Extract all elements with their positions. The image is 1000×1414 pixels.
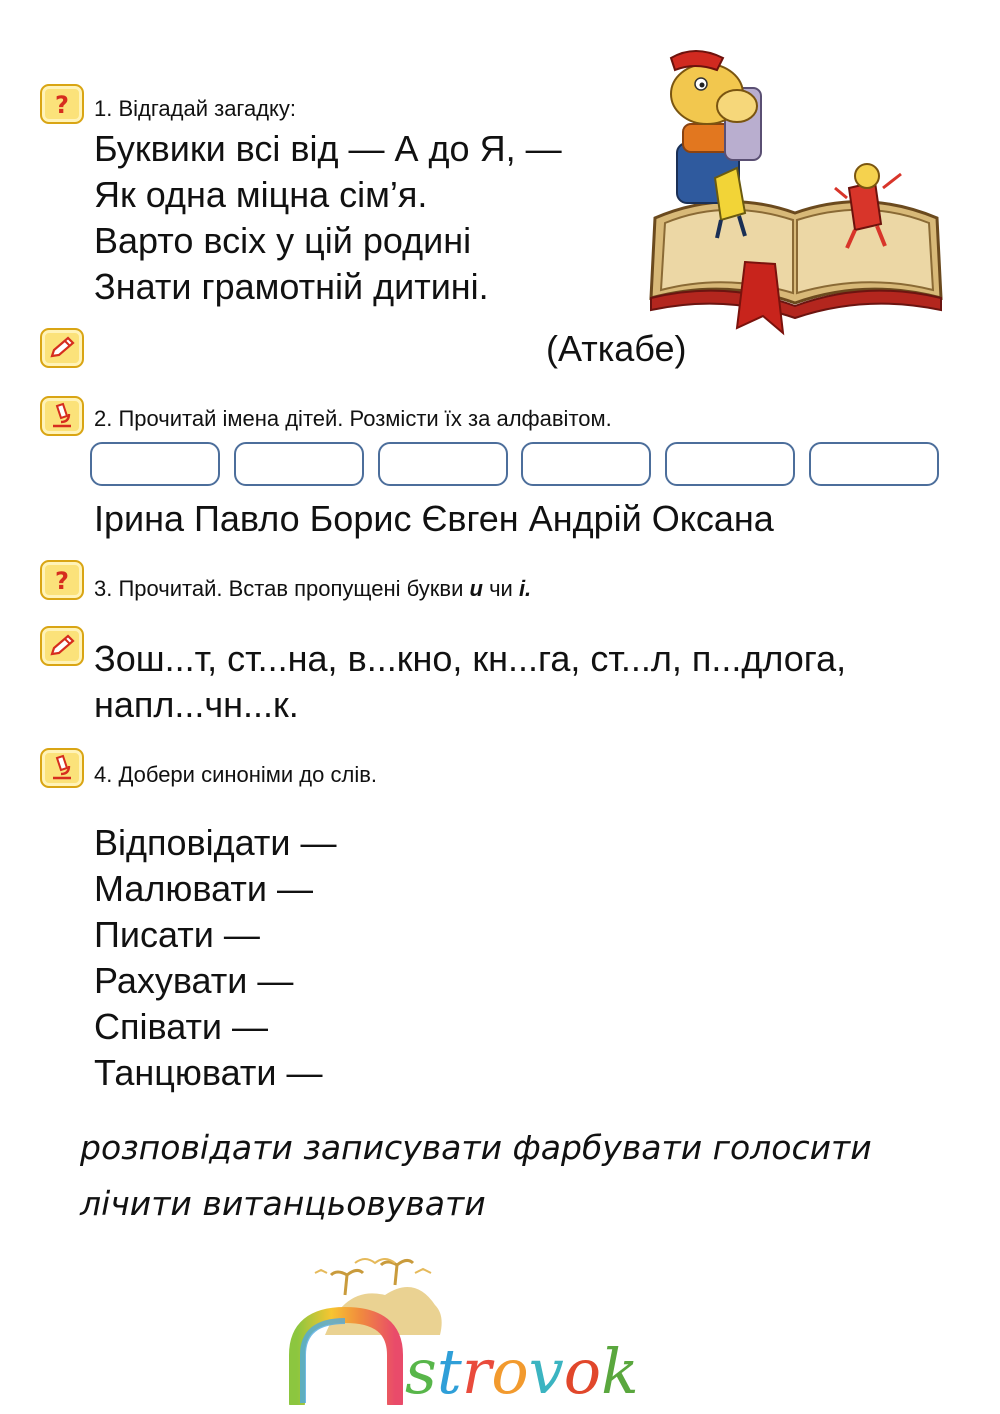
task4-instruction: 4. Добери синоніми до слів.: [94, 762, 378, 787]
svg-text:?: ?: [55, 91, 69, 118]
microscope-icon: [40, 396, 84, 436]
riddle-answer: (Аткабе): [546, 328, 687, 369]
task3-middle: чи: [482, 576, 519, 601]
microscope-icon: [40, 748, 84, 788]
letter-i: і.: [518, 576, 532, 601]
synonym-options-line: лічити витанцьовувати: [80, 1184, 486, 1223]
synonym-word: Співати —: [94, 1006, 269, 1047]
children-names: Ірина Павло Борис Євген Андрій Оксана: [94, 498, 774, 539]
logo-text: strovok: [405, 1335, 639, 1405]
svg-text:?: ?: [55, 567, 69, 594]
pencil-icon: [40, 328, 84, 368]
task3-instruction: [94, 576, 531, 602]
pencil-icon: [40, 626, 84, 666]
answer-box[interactable]: [378, 442, 508, 486]
synonym-options-line: розповідати записувати фарбувати голосити: [80, 1128, 872, 1167]
poem-line: Як одна міцна сім’я.: [94, 174, 428, 215]
answer-box[interactable]: [665, 442, 795, 486]
missing-letters-line: напл...чн...к.: [94, 684, 299, 725]
synonym-word: Танцювати —: [94, 1052, 323, 1093]
riddle-poem: [94, 126, 562, 310]
horse-book-illustration: [645, 48, 945, 338]
task1-instruction: 1. Відгадай загадку:: [94, 96, 297, 121]
task3-prefix: 3. Прочитай. Встав пропущені букви: [94, 576, 470, 601]
task2-instruction: 2. Прочитай імена дітей. Розмісти їх за алфавітом.: [94, 406, 612, 431]
question-icon: [40, 560, 84, 600]
synonym-word: Малювати —: [94, 868, 313, 909]
missing-letters-line: Зош...т, ст...на, в...кно, кн...га, ст...л, п...длога,: [94, 638, 847, 679]
synonym-words: [94, 820, 337, 1096]
question-icon: [40, 84, 84, 124]
answer-box[interactable]: [809, 442, 939, 486]
synonym-word: Рахувати —: [94, 960, 294, 1001]
answer-box[interactable]: [521, 442, 651, 486]
poem-line: Варто всіх у цій родині: [94, 220, 472, 261]
answer-box[interactable]: [90, 442, 220, 486]
ostrovok-logo: [285, 1255, 765, 1405]
poem-line: Знати грамотній дитині.: [94, 266, 489, 307]
missing-letters-text: [94, 636, 846, 728]
letter-y: и: [469, 576, 483, 601]
synonym-word: Відповідати —: [94, 822, 337, 863]
poem-line: Буквики всі від — А до Я, —: [94, 128, 562, 169]
synonym-word: Писати —: [94, 914, 260, 955]
answer-box[interactable]: [234, 442, 364, 486]
